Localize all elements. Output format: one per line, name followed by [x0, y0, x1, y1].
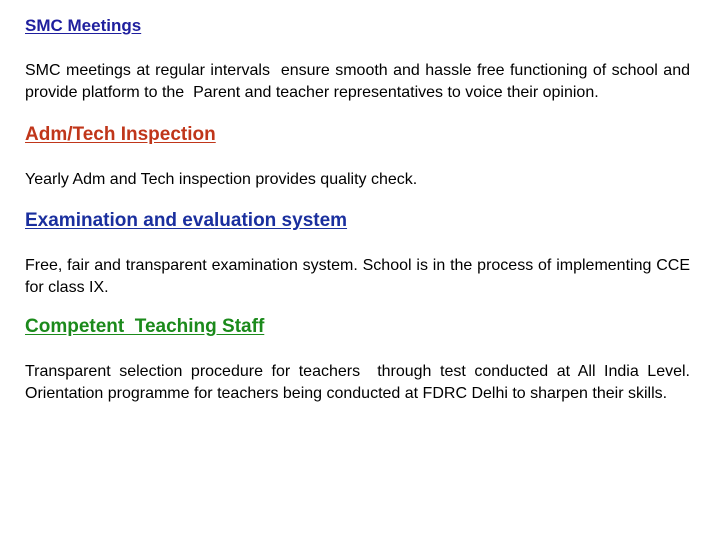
heading-competent-teaching-staff: Competent Teaching Staff: [25, 316, 265, 337]
paragraph-adm-tech-inspection: Yearly Adm and Tech inspection provides quality check.: [25, 171, 418, 188]
section-examination-evaluation: [25, 210, 690, 237]
section-smc-meetings: [25, 14, 690, 41]
heading-adm-tech-inspection: Adm/Tech Inspection: [25, 124, 216, 145]
heading-examination-evaluation: Examination and evaluation system: [25, 210, 348, 231]
heading-smc-meetings: SMC Meetings: [25, 16, 142, 35]
spacer: [25, 343, 690, 361]
spacer: [25, 104, 690, 124]
paragraph-competent-teaching-staff: Transparent selection procedure for teachers through test conducted at All India Level. Orientation programme for teachers being conducted at FDRC Delhi to sharpen their skills.: [25, 363, 695, 402]
section-competent-teaching-staff: [25, 316, 690, 343]
paragraph-examination-evaluation: Free, fair and transparent examination system. School is in the process of implementing CCE for class IX.: [25, 257, 695, 296]
spacer: [25, 191, 690, 210]
spacer: [25, 41, 690, 61]
paragraph-smc-meetings: SMC meetings at regular intervals ensure smooth and hassle free functioning of school and provide platform to the Parent and teacher representatives to voice their opinion.: [25, 62, 695, 101]
spacer: [25, 237, 690, 255]
section-adm-tech-inspection: [25, 124, 690, 151]
spacer: [25, 299, 690, 316]
spacer: [25, 151, 690, 169]
